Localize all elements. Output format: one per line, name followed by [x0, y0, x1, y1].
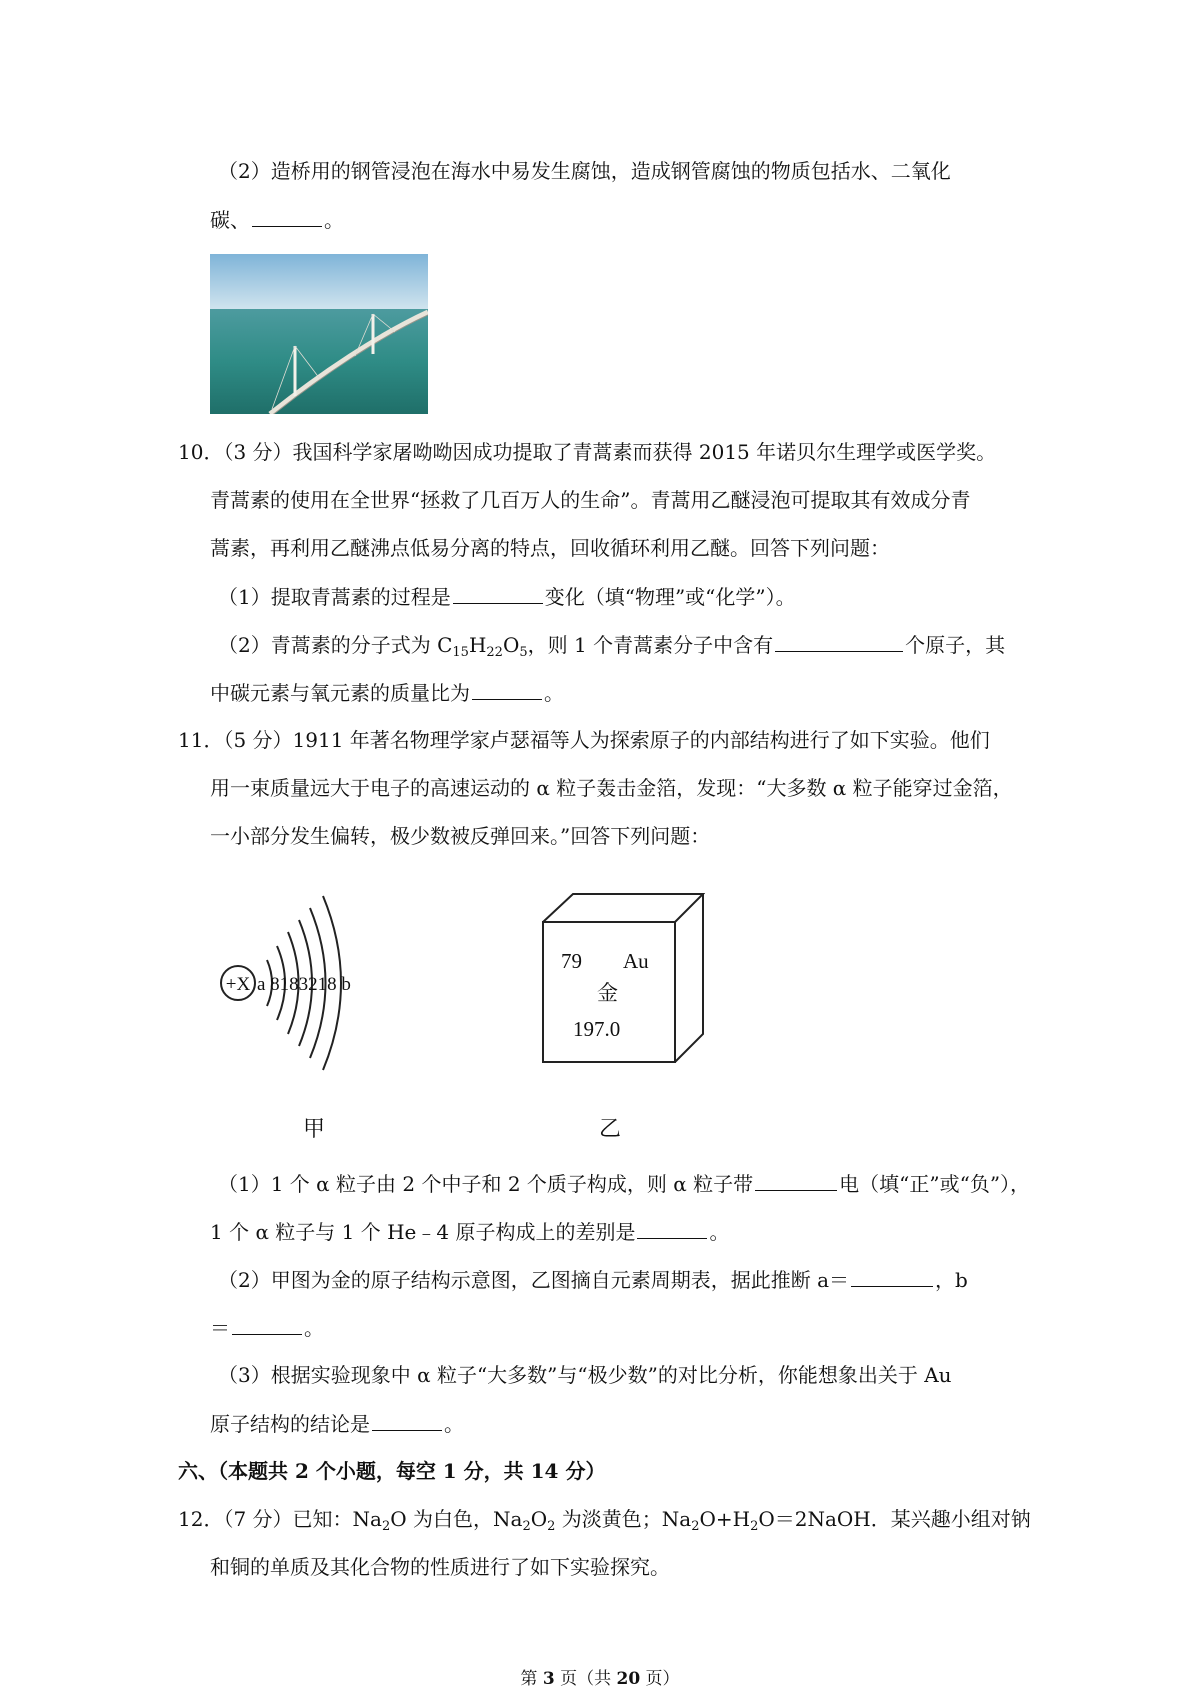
punctuation: 。 [304, 1316, 324, 1340]
q11-text: 一小部分发生偏转，极少数被反弹回来。”回答下列问题： [210, 824, 711, 848]
q9-part2-text-b: 碳、 [210, 208, 250, 232]
element-symbol: Au [623, 949, 649, 973]
subscript: 2 [381, 1519, 391, 1534]
answer-blank[interactable] [472, 677, 542, 700]
nucleus-label: +X [225, 974, 251, 995]
section-heading [178, 1456, 605, 1486]
q11-sub3-text: （3）根据实验现象中 α 粒子“大多数”与“极少数”的对比分析，你能想象出关于 Au [218, 1363, 952, 1387]
q9-part2-line2 [210, 204, 344, 235]
page-footer [0, 1664, 1200, 1689]
periodic-table-cell [535, 890, 705, 1070]
answer-blank[interactable] [232, 1312, 302, 1335]
q12-text: 12．（7 分）已知：Na [178, 1507, 382, 1531]
total-pages: 20 [616, 1669, 641, 1689]
caption-yi: 乙 [599, 1117, 622, 1142]
atomic-mass: 197.0 [573, 1017, 621, 1041]
q11-sub2-text-b: ，b [935, 1268, 968, 1292]
q10-text: 青蒿素的使用在全世界“拯救了几百万人的生命”。青蒿用乙醚浸泡可提取其有效成分青 [210, 488, 971, 512]
q10-line3 [210, 533, 890, 563]
answer-blank[interactable] [453, 581, 543, 604]
q12-line2 [210, 1552, 670, 1582]
footer-text: 第 [520, 1669, 543, 1689]
footer-text: 页（共 [554, 1669, 617, 1689]
formula-text: （2）青蒿素的分子式为 C [218, 633, 453, 657]
formula-text: H [468, 633, 487, 657]
q11-line2 [210, 773, 1013, 803]
subscript: 22 [486, 645, 503, 660]
q11-text: 11．（5 分）1911 年著名物理学家卢瑟福等人为探索原子的内部结构进行了如下实验。他们 [178, 728, 990, 752]
answer-blank[interactable] [851, 1264, 933, 1287]
bridge-image [210, 254, 428, 414]
q10-sub2-text: ，则 1 个青蒿素分子中含有 [527, 633, 774, 657]
q10-sub2-text-c: 个原子，其 [905, 633, 1006, 657]
subscript: 15 [452, 645, 469, 660]
q11-sub1-text-c: 1 个 α 粒子与 1 个 He﹣4 原子构成上的差别是 [210, 1220, 636, 1244]
q11-text: 用一束质量远大于电子的高速运动的 α 粒子轰击金箔，发现：“大多数 α 粒子能穿过金箔， [210, 776, 1013, 800]
element-name: 金 [597, 981, 618, 1005]
subscript: 5 [519, 645, 528, 660]
q10-sub2 [218, 629, 1005, 660]
q10-text: 10．（3 分）我国科学家屠呦呦因成功提取了青蒿素而获得 2015 年诺贝尔生理学或医学奖。 [178, 440, 997, 464]
cell-top-face [543, 894, 703, 922]
q10-sub1 [218, 581, 796, 612]
subscript: 2 [547, 1519, 556, 1534]
q11-sub2 [218, 1264, 968, 1295]
q11-line1 [178, 725, 990, 755]
answer-blank[interactable] [775, 629, 903, 652]
q12-text: O＝2NaOH．某兴趣小组对钠 [758, 1507, 1031, 1531]
punctuation: 。 [709, 1220, 730, 1244]
atomic-number: 79 [561, 949, 582, 973]
q12-text: O [530, 1507, 548, 1531]
subscript: 2 [691, 1519, 700, 1534]
bridge-photo [210, 254, 428, 414]
section-heading-text: 六、（本题共 2 个小题，每空 1 分，共 14 分） [178, 1459, 606, 1483]
punctuation: 。 [444, 1412, 464, 1436]
q12-text: O 为白色，Na [390, 1507, 523, 1531]
q9-part2-line1 [218, 156, 951, 186]
q10-sub1-text: （1）提取青蒿素的过程是 [218, 585, 451, 609]
subscript: 2 [750, 1519, 759, 1534]
q12-text: 和铜的单质及其化合物的性质进行了如下实验探究。 [210, 1555, 670, 1579]
atom-structure-diagram [205, 880, 395, 1080]
q10-text: 蒿素，再利用乙醚沸点低易分离的特点，回收循环利用乙醚。回答下列问题： [210, 536, 890, 560]
subscript: 2 [522, 1519, 531, 1534]
caption-jia: 甲 [303, 1117, 326, 1142]
q11-sub3-text-b: 原子结构的结论是 [210, 1412, 370, 1436]
q10-sub2-text-d: 中碳元素与氧元素的质量比为 [210, 681, 470, 705]
footer-text: 页） [640, 1669, 680, 1689]
answer-blank[interactable] [372, 1408, 442, 1431]
answer-blank[interactable] [252, 204, 322, 227]
q11-sub1 [218, 1168, 1030, 1199]
q12-line1 [178, 1504, 1031, 1534]
page-number: 3 [542, 1669, 555, 1689]
q12-text: O+H [699, 1507, 751, 1531]
q11-sub3-line2 [210, 1408, 464, 1439]
q11-line3 [210, 821, 710, 851]
answer-blank[interactable] [755, 1168, 837, 1191]
q9-part2-text: （2）造桥用的钢管浸泡在海水中易发生腐蚀，造成钢管腐蚀的物质包括水、二氧化 [218, 159, 951, 183]
q10-sub2-line2 [210, 677, 564, 708]
electron-shell-label: a 8183218 b [257, 974, 351, 995]
q11-sub1-line2 [210, 1216, 729, 1247]
answer-blank[interactable] [637, 1216, 707, 1239]
q11-sub1-text-b: 电（填“正”或“负”）， [839, 1172, 1031, 1196]
q10-line2 [210, 485, 970, 515]
q11-sub3 [218, 1360, 952, 1390]
formula-text: O [502, 633, 520, 657]
q11-sub2-line2 [210, 1312, 324, 1343]
q11-sub2-text: （2）甲图为金的原子结构示意图，乙图摘自元素周期表，据此推断 a＝ [218, 1268, 850, 1292]
q12-text: 为淡黄色；Na [555, 1507, 692, 1531]
q11-sub1-text: （1）1 个 α 粒子由 2 个中子和 2 个质子构成，则 α 粒子带 [218, 1172, 754, 1196]
q10-sub1-text-b: 变化（填“物理”或“化学”）。 [544, 585, 796, 609]
punctuation: 。 [324, 208, 344, 232]
q10-line1 [178, 437, 996, 467]
q11-sub2-text-c: ＝ [210, 1316, 230, 1340]
punctuation: 。 [544, 681, 564, 705]
